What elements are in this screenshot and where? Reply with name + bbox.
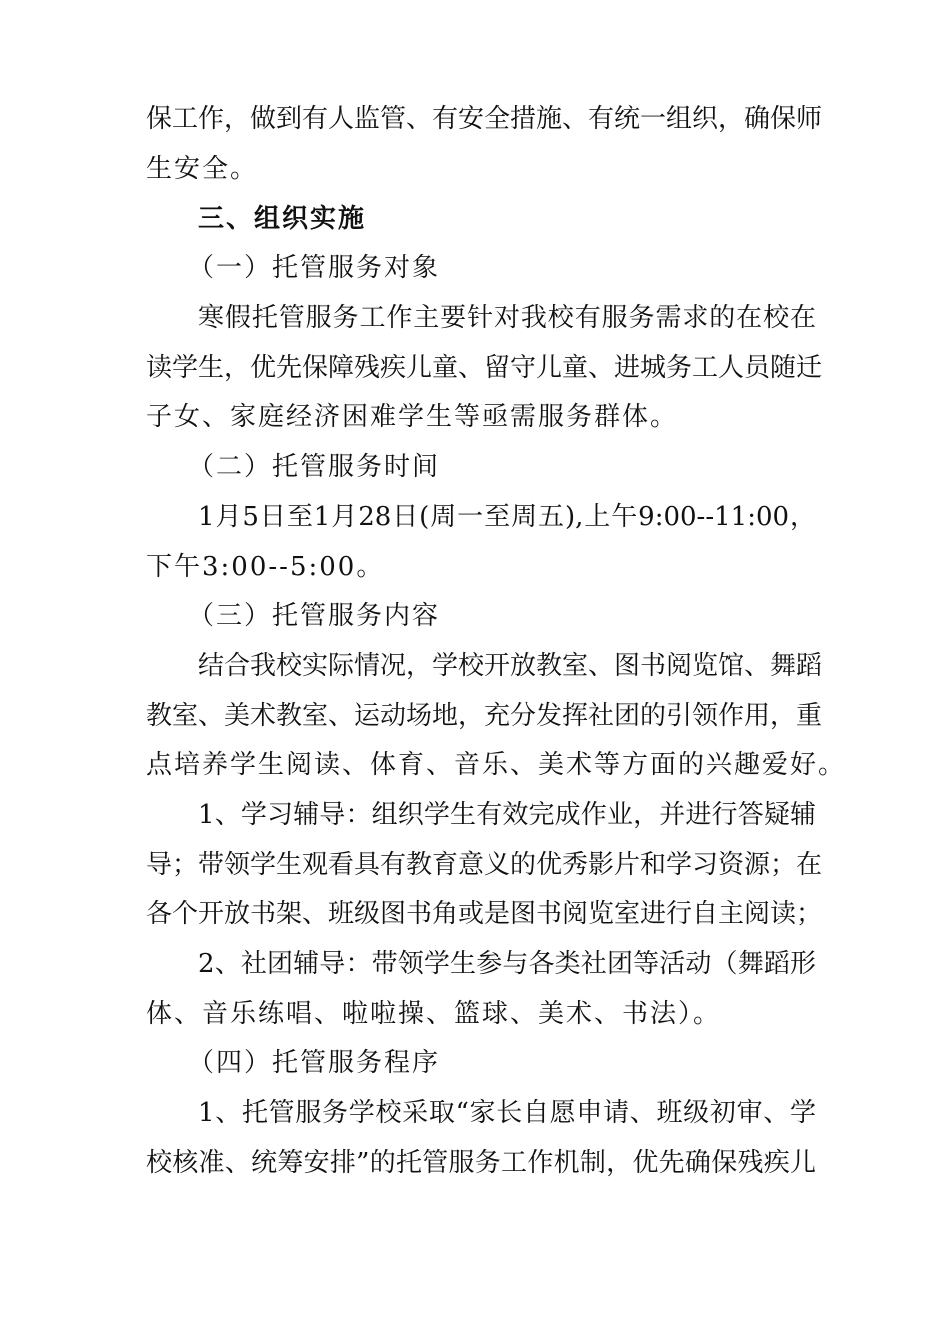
- paragraph-line: 子女、家庭经济困难学生等亟需服务群体。: [146, 402, 679, 432]
- paragraph-line: 点培养学生阅读、体育、音乐、美术等方面的兴趣爱好。: [146, 750, 847, 780]
- paragraph-line: 校核准、统筹安排”的托管服务工作机制，优先确保残疾儿: [146, 1148, 816, 1178]
- paragraph-line: 读学生，优先保障残疾儿童、留守儿童、进城务工人员随迁: [146, 353, 823, 383]
- subsection-heading: （一）托管服务对象: [188, 253, 441, 283]
- paragraph-line: 1、学习辅导：组织学生有效完成作业，并进行答疑辅: [198, 800, 816, 830]
- paragraph-line: 1月5日至1月28日(周一至周五),上午9:00--11:00，: [198, 502, 816, 532]
- paragraph-line: 2、社团辅导：带领学生参与各类社团等活动（舞蹈形: [198, 949, 816, 979]
- paragraph-line: 寒假托管服务工作主要针对我校有服务需求的在校在: [198, 303, 816, 333]
- paragraph-line: 体、音乐练唱、啦啦操、篮球、美术、书法）。: [146, 999, 722, 1029]
- paragraph-line: 下午3:00--5:00。: [146, 552, 385, 582]
- paragraph-line: 教室、美术教室、运动场地，充分发挥社团的引领作用，重: [146, 701, 823, 731]
- subsection-heading: （三）托管服务内容: [188, 601, 441, 631]
- paragraph-line: 1、托管服务学校采取“家长自愿申请、班级初审、学: [198, 1098, 816, 1128]
- section-heading: 三、组织实施: [198, 204, 367, 234]
- paragraph-line: 生安全。: [146, 154, 259, 184]
- subsection-heading: （四）托管服务程序: [188, 1048, 441, 1078]
- paragraph-line: 各个开放书架、班级图书角或是图书阅览室进行自主阅读；: [146, 899, 823, 929]
- subsection-heading: （二）托管服务时间: [188, 452, 441, 482]
- paragraph-line: 保工作，做到有人监管、有安全措施、有统一组织，确保师: [146, 104, 823, 134]
- paragraph-line: 结合我校实际情况，学校开放教室、图书阅览馆、舞蹈: [198, 651, 823, 681]
- paragraph-line: 导；带领学生观看具有教育意义的优秀影片和学习资源；在: [146, 850, 823, 880]
